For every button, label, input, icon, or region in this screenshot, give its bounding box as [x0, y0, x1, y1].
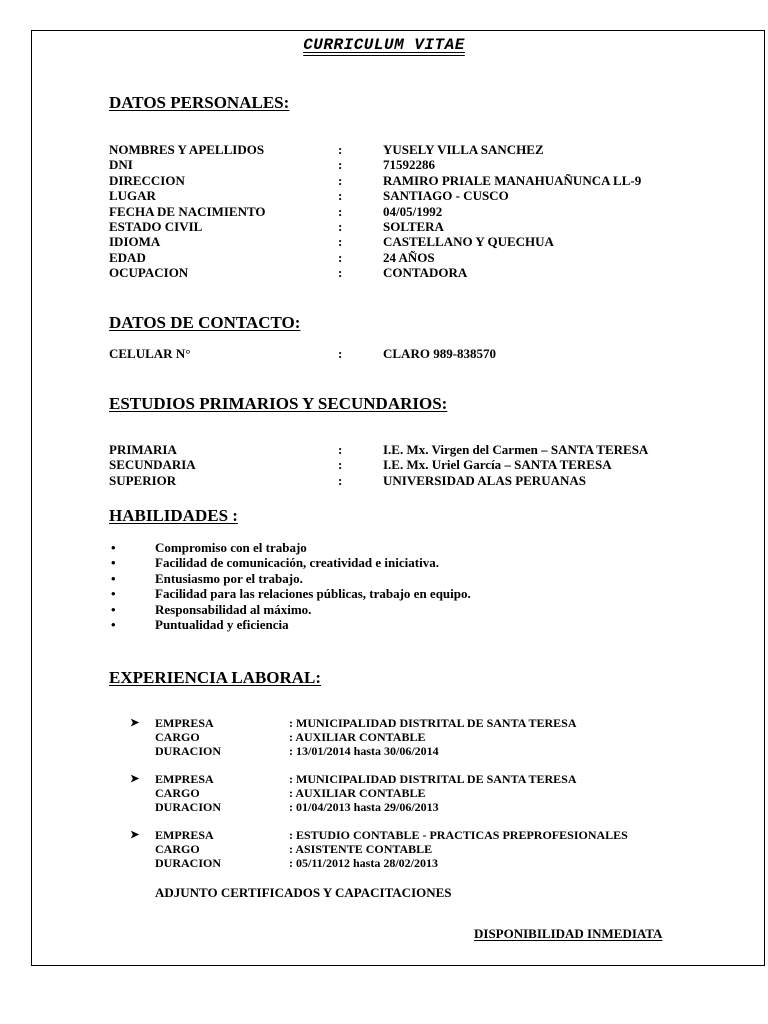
skills-heading: HABILIDADES :: [109, 506, 238, 525]
bullet-icon: •: [111, 570, 116, 586]
arrow-bullet-icon: ➤: [130, 773, 140, 785]
experience-heading: EXPERIENCIA LABORAL:: [109, 668, 322, 687]
bullet-icon: •: [111, 586, 116, 602]
bullet-icon: •: [111, 555, 116, 571]
certificates-note: ADJUNTO CERTIFICADOS Y CAPACITACIONES: [155, 885, 452, 900]
studies-heading: ESTUDIOS PRIMARIOS Y SECUNDARIOS:: [109, 394, 448, 413]
availability-note: DISPONIBILIDAD INMEDIATA: [474, 926, 663, 941]
document-title: CURRICULUM VITAE: [303, 36, 465, 54]
bullet-icon: •: [111, 616, 116, 632]
personal-heading: DATOS PERSONALES:: [109, 93, 290, 112]
arrow-bullet-icon: ➤: [130, 829, 140, 841]
bullet-icon: •: [111, 540, 116, 555]
bullet-icon: •: [111, 601, 116, 617]
arrow-bullet-icon: ➤: [130, 717, 140, 729]
contact-heading: DATOS DE CONTACTO:: [109, 313, 301, 332]
